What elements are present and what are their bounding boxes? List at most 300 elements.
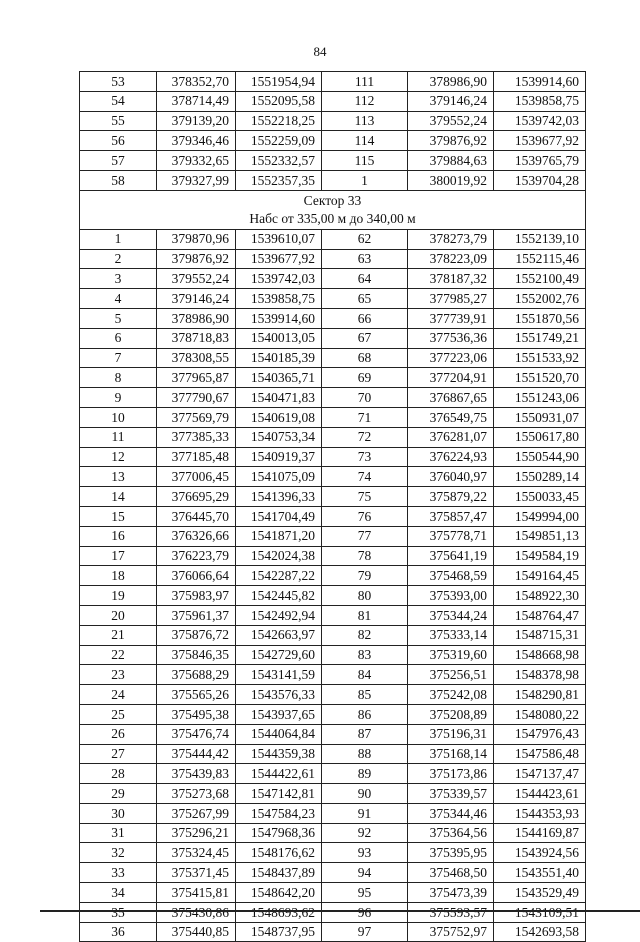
table-cell: 377223,06	[408, 348, 494, 368]
table-cell: 15	[80, 506, 157, 526]
table-cell: 1543529,49	[494, 883, 586, 903]
table-cell: 377739,91	[408, 308, 494, 328]
table-cell: 1542693,58	[494, 922, 586, 942]
sector-title: Сектор 33	[303, 192, 362, 208]
table-cell: 1540753,34	[236, 427, 322, 447]
table-cell: 375879,22	[408, 487, 494, 507]
table-cell: 62	[322, 229, 408, 249]
table-cell: 378187,32	[408, 269, 494, 289]
table-cell: 111	[322, 72, 408, 92]
table-cell: 1552095,58	[236, 91, 322, 111]
table-cell: 379346,46	[157, 131, 236, 151]
table-cell: 1544169,87	[494, 823, 586, 843]
table-cell: 375364,56	[408, 823, 494, 843]
table-cell: 1540185,39	[236, 348, 322, 368]
table-cell: 1547584,23	[236, 803, 322, 823]
table-cell: 30	[80, 803, 157, 823]
table-cell: 20	[80, 605, 157, 625]
table-cell: 1552259,09	[236, 131, 322, 151]
table-row	[80, 803, 586, 823]
table-cell: 22	[80, 645, 157, 665]
table-row	[80, 368, 586, 388]
table-cell: 375267,99	[157, 803, 236, 823]
table-cell: 375593,57	[408, 902, 494, 922]
table-cell: 1539858,75	[236, 289, 322, 309]
table-cell: 378308,55	[157, 348, 236, 368]
table-cell: 375256,51	[408, 665, 494, 685]
table-cell: 85	[322, 685, 408, 705]
table-cell: 68	[322, 348, 408, 368]
table-cell: 70	[322, 388, 408, 408]
table-cell: 379332,65	[157, 151, 236, 171]
table-cell: 1548764,47	[494, 605, 586, 625]
table-cell: 63	[322, 249, 408, 269]
table-cell: 379552,24	[157, 269, 236, 289]
table-cell: 1552115,46	[494, 249, 586, 269]
table-row	[80, 665, 586, 685]
table-row	[80, 328, 586, 348]
table-cell: 1540919,37	[236, 447, 322, 467]
table-cell: 1548693,62	[236, 902, 322, 922]
table-row	[80, 823, 586, 843]
table-cell: 1549994,00	[494, 506, 586, 526]
table-row	[80, 487, 586, 507]
table-cell: 53	[80, 72, 157, 92]
table-row	[80, 427, 586, 447]
table-cell: 375688,29	[157, 665, 236, 685]
table-cell: 2	[80, 249, 157, 269]
table-cell: 375857,47	[408, 506, 494, 526]
table-cell: 1544359,38	[236, 744, 322, 764]
table-cell: 375296,21	[157, 823, 236, 843]
table-cell: 18	[80, 566, 157, 586]
table-cell: 1543141,59	[236, 665, 322, 685]
table-row	[80, 506, 586, 526]
table-cell: 375393,00	[408, 586, 494, 606]
table-cell: 21	[80, 625, 157, 645]
table-cell: 12	[80, 447, 157, 467]
table-cell: 375324,45	[157, 843, 236, 863]
table-cell: 35	[80, 902, 157, 922]
table-cell: 1543576,33	[236, 685, 322, 705]
table-row	[80, 407, 586, 427]
sector-subtitle: Набс от 335,00 м до 340,00 м	[249, 210, 416, 226]
table-row	[80, 764, 586, 784]
table-cell: 376066,64	[157, 566, 236, 586]
table-cell: 1543109,51	[494, 902, 586, 922]
table-cell: 1539704,28	[494, 170, 586, 190]
table-row	[80, 625, 586, 645]
table-row	[80, 131, 586, 151]
sector-header	[80, 190, 586, 229]
table-cell: 1550931,07	[494, 407, 586, 427]
table-cell: 11	[80, 427, 157, 447]
table-cell: 379876,92	[408, 131, 494, 151]
table-cell: 1547142,81	[236, 784, 322, 804]
table-cell: 375641,19	[408, 546, 494, 566]
table-cell: 1539677,92	[236, 249, 322, 269]
table-cell: 1541075,09	[236, 467, 322, 487]
table-row	[80, 72, 586, 92]
table-row	[80, 170, 586, 190]
table-cell: 378986,90	[408, 72, 494, 92]
table-cell: 376549,75	[408, 407, 494, 427]
table-cell: 9	[80, 388, 157, 408]
table-cell: 375473,39	[408, 883, 494, 903]
table-cell: 1540365,71	[236, 368, 322, 388]
table-cell: 375476,74	[157, 724, 236, 744]
table-cell: 375752,97	[408, 922, 494, 942]
table-cell: 28	[80, 764, 157, 784]
table-cell: 379552,24	[408, 111, 494, 131]
sector-header-group	[80, 190, 586, 229]
table-cell: 378273,79	[408, 229, 494, 249]
table-row	[80, 388, 586, 408]
table-cell: 58	[80, 170, 157, 190]
table-cell: 1542729,60	[236, 645, 322, 665]
table-cell: 379884,63	[408, 151, 494, 171]
table-cell: 1542024,38	[236, 546, 322, 566]
table-cell: 375430,86	[157, 902, 236, 922]
table-cell: 1542445,82	[236, 586, 322, 606]
table-cell: 71	[322, 407, 408, 427]
table-cell: 1552100,49	[494, 269, 586, 289]
table-cell: 1541704,49	[236, 506, 322, 526]
table-row	[80, 784, 586, 804]
table-cell: 1551243,06	[494, 388, 586, 408]
table-cell: 1552218,25	[236, 111, 322, 131]
table-cell: 1548437,89	[236, 863, 322, 883]
table-cell: 1539677,92	[494, 131, 586, 151]
table-cell: 378223,09	[408, 249, 494, 269]
table-cell: 375344,46	[408, 803, 494, 823]
table-cell: 375208,89	[408, 704, 494, 724]
table-row	[80, 289, 586, 309]
table-cell: 375173,86	[408, 764, 494, 784]
table-cell: 90	[322, 784, 408, 804]
table-cell: 19	[80, 586, 157, 606]
table-cell: 1548922,30	[494, 586, 586, 606]
table-cell: 377985,27	[408, 289, 494, 309]
table-cell: 25	[80, 704, 157, 724]
table-cell: 375961,37	[157, 605, 236, 625]
sector-header-row	[80, 190, 586, 229]
table-row	[80, 269, 586, 289]
table-cell: 6	[80, 328, 157, 348]
table-cell: 378986,90	[157, 308, 236, 328]
table-row	[80, 249, 586, 269]
table-row	[80, 586, 586, 606]
table-cell: 89	[322, 764, 408, 784]
table-cell: 1548668,98	[494, 645, 586, 665]
table-cell: 1549851,13	[494, 526, 586, 546]
table-cell: 376040,97	[408, 467, 494, 487]
table-cell: 1548737,95	[236, 922, 322, 942]
table-cell: 377965,87	[157, 368, 236, 388]
table-cell: 81	[322, 605, 408, 625]
table-row	[80, 685, 586, 705]
table-cell: 17	[80, 546, 157, 566]
table-cell: 1548176,62	[236, 843, 322, 863]
table-cell: 1550617,80	[494, 427, 586, 447]
table-cell: 72	[322, 427, 408, 447]
table-cell: 377204,91	[408, 368, 494, 388]
table-cell: 65	[322, 289, 408, 309]
table-cell: 377385,33	[157, 427, 236, 447]
table-cell: 96	[322, 902, 408, 922]
table-cell: 1552002,76	[494, 289, 586, 309]
table-cell: 1550544,90	[494, 447, 586, 467]
table-cell: 91	[322, 803, 408, 823]
table-cell: 376281,07	[408, 427, 494, 447]
table-cell: 375339,57	[408, 784, 494, 804]
table-cell: 375273,68	[157, 784, 236, 804]
table-cell: 79	[322, 566, 408, 586]
table-cell: 1539742,03	[494, 111, 586, 131]
table-cell: 1539742,03	[236, 269, 322, 289]
table-cell: 54	[80, 91, 157, 111]
table-cell: 82	[322, 625, 408, 645]
table-cell: 1539610,07	[236, 229, 322, 249]
page-number: 84	[313, 44, 327, 59]
table-row	[80, 91, 586, 111]
table-cell: 32	[80, 843, 157, 863]
table-cell: 64	[322, 269, 408, 289]
table-cell: 1552139,10	[494, 229, 586, 249]
table-cell: 94	[322, 863, 408, 883]
table-cell: 377790,67	[157, 388, 236, 408]
table-cell: 93	[322, 843, 408, 863]
table-cell: 375319,60	[408, 645, 494, 665]
table-cell: 1539858,75	[494, 91, 586, 111]
table-row	[80, 229, 586, 249]
table-cell: 375846,35	[157, 645, 236, 665]
table-cell: 1539914,60	[236, 308, 322, 328]
table-cell: 376867,65	[408, 388, 494, 408]
table-row	[80, 467, 586, 487]
table-cell: 1542663,97	[236, 625, 322, 645]
table-row	[80, 348, 586, 368]
table-cell: 27	[80, 744, 157, 764]
table-cell: 376326,66	[157, 526, 236, 546]
table-row	[80, 546, 586, 566]
table-cell: 1548642,20	[236, 883, 322, 903]
table-cell: 1547968,36	[236, 823, 322, 843]
table-cell: 376445,70	[157, 506, 236, 526]
table-cell: 377569,79	[157, 407, 236, 427]
table-cell: 375495,38	[157, 704, 236, 724]
table-cell: 375440,85	[157, 922, 236, 942]
table-cell: 112	[322, 91, 408, 111]
table-cell: 1	[80, 229, 157, 249]
table-cell: 377006,45	[157, 467, 236, 487]
table-cell: 1547976,43	[494, 724, 586, 744]
table-cell: 80	[322, 586, 408, 606]
table-cell: 73	[322, 447, 408, 467]
table-cell: 1551870,56	[494, 308, 586, 328]
table-cell: 36	[80, 922, 157, 942]
table-cell: 5	[80, 308, 157, 328]
table-cell: 375565,26	[157, 685, 236, 705]
table-cell: 1542287,22	[236, 566, 322, 586]
table-row	[80, 883, 586, 903]
table-cell: 4	[80, 289, 157, 309]
table-cell: 1551533,92	[494, 348, 586, 368]
table-cell: 83	[322, 645, 408, 665]
table-cell: 24	[80, 685, 157, 705]
table-cell: 1540013,05	[236, 328, 322, 348]
table-cell: 78	[322, 546, 408, 566]
table-cell: 1549584,19	[494, 546, 586, 566]
coordinates-table	[79, 71, 586, 942]
table-cell: 33	[80, 863, 157, 883]
table-cell: 87	[322, 724, 408, 744]
table-cell: 379146,24	[157, 289, 236, 309]
table-row	[80, 308, 586, 328]
table-cell: 375371,45	[157, 863, 236, 883]
table-cell: 378352,70	[157, 72, 236, 92]
table-cell: 66	[322, 308, 408, 328]
table-row	[80, 863, 586, 883]
table-cell: 378718,83	[157, 328, 236, 348]
table-row	[80, 566, 586, 586]
table-cell: 375168,14	[408, 744, 494, 764]
table-row	[80, 605, 586, 625]
table-cell: 1542492,94	[236, 605, 322, 625]
table-cell: 379876,92	[157, 249, 236, 269]
table-cell: 3	[80, 269, 157, 289]
table-cell: 375468,50	[408, 863, 494, 883]
table-cell: 86	[322, 704, 408, 724]
table-row	[80, 704, 586, 724]
table-cell: 1543937,65	[236, 704, 322, 724]
table-cell: 31	[80, 823, 157, 843]
table-cell: 1540471,83	[236, 388, 322, 408]
table-row	[80, 744, 586, 764]
table-cell: 1547137,47	[494, 764, 586, 784]
table-cell: 1543924,56	[494, 843, 586, 863]
table-cell: 1551520,70	[494, 368, 586, 388]
table-cell: 1550033,45	[494, 487, 586, 507]
top-rows	[80, 72, 586, 191]
table-row	[80, 843, 586, 863]
table-cell: 1552332,57	[236, 151, 322, 171]
table-cell: 97	[322, 922, 408, 942]
table-cell: 1551749,21	[494, 328, 586, 348]
table-cell: 375333,14	[408, 625, 494, 645]
table-cell: 67	[322, 328, 408, 348]
table-cell: 376695,29	[157, 487, 236, 507]
table-cell: 1539765,79	[494, 151, 586, 171]
table-cell: 377536,36	[408, 328, 494, 348]
table-cell: 16	[80, 526, 157, 546]
table-cell: 34	[80, 883, 157, 903]
table-cell: 1548715,31	[494, 625, 586, 645]
table-cell: 1544353,93	[494, 803, 586, 823]
table-cell: 375468,59	[408, 566, 494, 586]
table-cell: 55	[80, 111, 157, 131]
table-cell: 375439,83	[157, 764, 236, 784]
table-cell: 92	[322, 823, 408, 843]
table-cell: 1541871,20	[236, 526, 322, 546]
table-cell: 114	[322, 131, 408, 151]
table-cell: 377185,48	[157, 447, 236, 467]
table-row	[80, 922, 586, 942]
table-cell: 23	[80, 665, 157, 685]
table-cell: 1544422,61	[236, 764, 322, 784]
table-cell: 75	[322, 487, 408, 507]
table-cell: 29	[80, 784, 157, 804]
table-cell: 26	[80, 724, 157, 744]
table-cell: 7	[80, 348, 157, 368]
table-cell: 57	[80, 151, 157, 171]
table-cell: 375876,72	[157, 625, 236, 645]
table-cell: 375983,97	[157, 586, 236, 606]
table-cell: 56	[80, 131, 157, 151]
table-cell: 1550289,14	[494, 467, 586, 487]
table-cell: 375778,71	[408, 526, 494, 546]
table-row	[80, 724, 586, 744]
table-cell: 375415,81	[157, 883, 236, 903]
table-cell: 1552357,35	[236, 170, 322, 190]
table-cell: 375395,95	[408, 843, 494, 863]
page-bottom-border	[40, 910, 640, 916]
table-cell: 376223,79	[157, 546, 236, 566]
table-cell: 1548378,98	[494, 665, 586, 685]
table-cell: 375444,42	[157, 744, 236, 764]
table-cell: 376224,93	[408, 447, 494, 467]
table-row	[80, 447, 586, 467]
table-row	[80, 151, 586, 171]
table-cell: 379146,24	[408, 91, 494, 111]
table-cell: 1547586,48	[494, 744, 586, 764]
table-row	[80, 645, 586, 665]
table-cell: 375344,24	[408, 605, 494, 625]
table-cell: 1551954,94	[236, 72, 322, 92]
table-cell: 115	[322, 151, 408, 171]
table-cell: 1544423,61	[494, 784, 586, 804]
table-cell: 14	[80, 487, 157, 507]
table-cell: 379139,20	[157, 111, 236, 131]
table-cell: 95	[322, 883, 408, 903]
table-cell: 1549164,45	[494, 566, 586, 586]
table-row	[80, 111, 586, 131]
table-cell: 84	[322, 665, 408, 685]
table-cell: 380019,92	[408, 170, 494, 190]
table-cell: 69	[322, 368, 408, 388]
table-cell: 378714,49	[157, 91, 236, 111]
table-cell: 1548290,81	[494, 685, 586, 705]
table-cell: 379327,99	[157, 170, 236, 190]
table-cell: 113	[322, 111, 408, 131]
table-cell: 375242,08	[408, 685, 494, 705]
table-cell: 1	[322, 170, 408, 190]
table-cell: 1543551,40	[494, 863, 586, 883]
table-cell: 375196,31	[408, 724, 494, 744]
table-cell: 1544064,84	[236, 724, 322, 744]
table-cell: 13	[80, 467, 157, 487]
table-cell: 1548080,22	[494, 704, 586, 724]
table-cell: 76	[322, 506, 408, 526]
table-cell: 74	[322, 467, 408, 487]
sector-rows	[80, 229, 586, 942]
table-cell: 1539914,60	[494, 72, 586, 92]
table-cell: 88	[322, 744, 408, 764]
table-cell: 10	[80, 407, 157, 427]
table-cell: 379870,96	[157, 229, 236, 249]
table-cell: 1541396,33	[236, 487, 322, 507]
table-row	[80, 526, 586, 546]
